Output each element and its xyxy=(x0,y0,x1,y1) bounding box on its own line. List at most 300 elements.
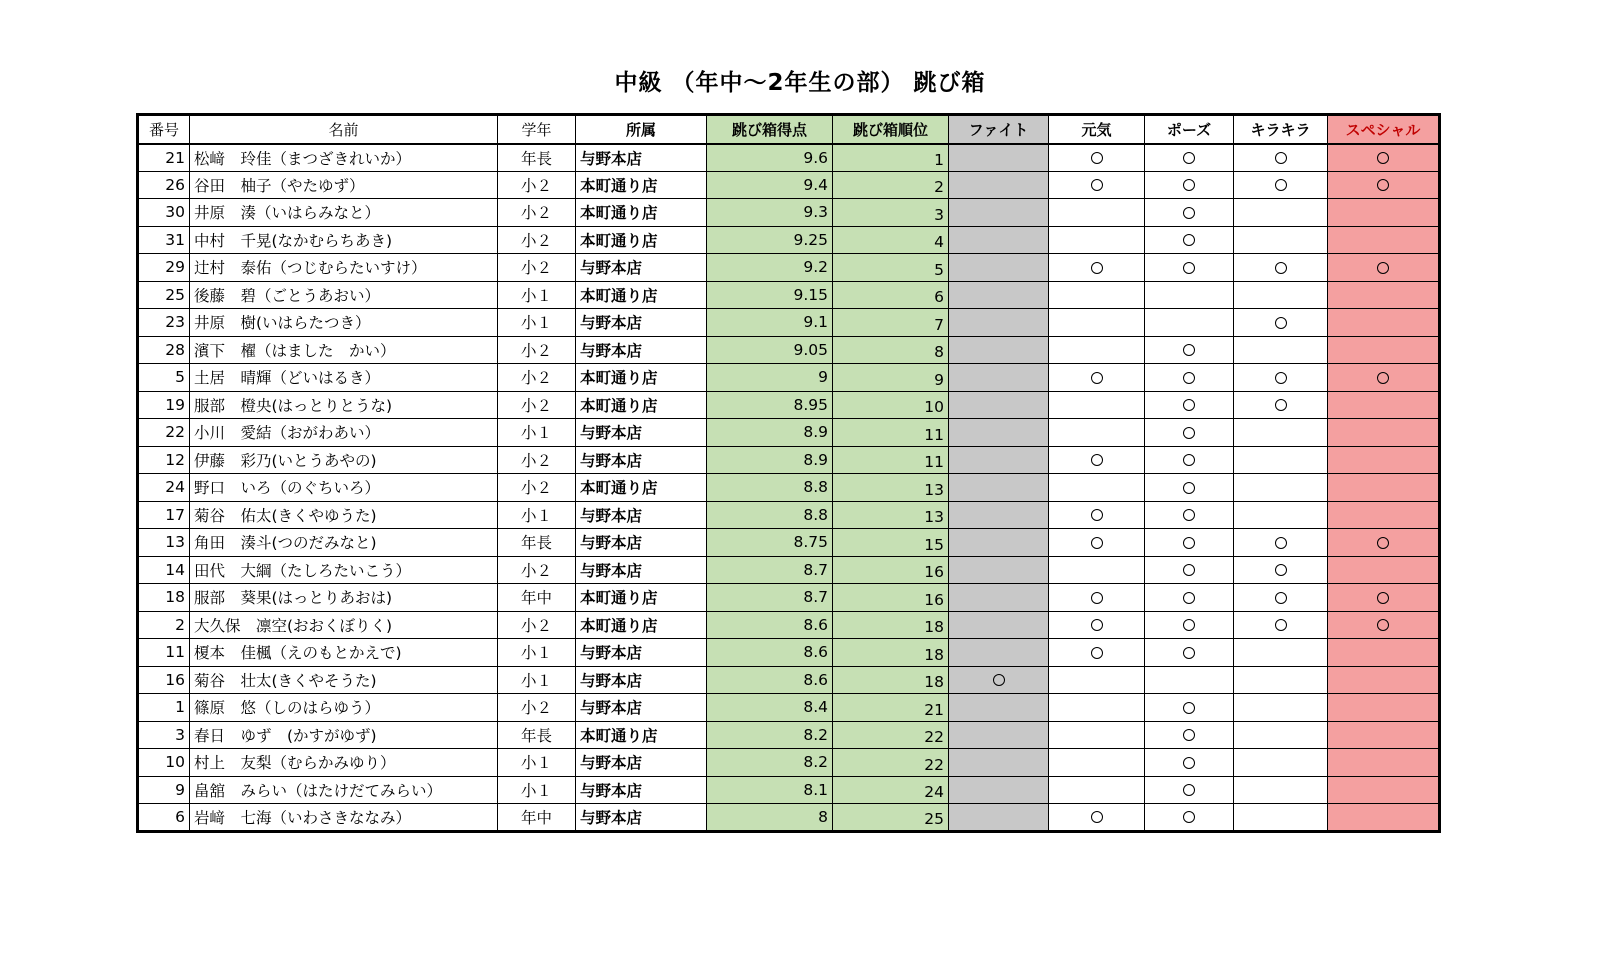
cell-name: 大久保 凛空(おおくぼりく) xyxy=(190,611,498,639)
circle-mark-icon xyxy=(1183,262,1195,274)
circle-mark-icon xyxy=(1183,564,1195,576)
circle-mark-icon xyxy=(1183,784,1195,796)
table-row xyxy=(138,171,1440,199)
circle-mark-icon xyxy=(1275,317,1287,329)
cell-rank: 24 xyxy=(833,776,949,804)
table-row xyxy=(138,254,1440,282)
cell-number: 29 xyxy=(138,254,190,282)
cell-name: 田代 大綱（たしろたいこう） xyxy=(190,556,498,584)
circle-mark-icon xyxy=(1183,454,1195,466)
circle-mark-icon xyxy=(1183,757,1195,769)
circle-mark-icon xyxy=(1091,811,1103,823)
cell-genki xyxy=(1049,584,1145,612)
table-row xyxy=(138,364,1440,392)
cell-store: 与野本店 xyxy=(576,144,707,172)
cell-grade: 小２ xyxy=(498,226,576,254)
cell-number: 22 xyxy=(138,419,190,447)
circle-mark-icon xyxy=(1183,207,1195,219)
cell-score: 9.6 xyxy=(707,144,833,172)
cell-genki xyxy=(1049,309,1145,337)
circle-mark-icon xyxy=(1377,372,1389,384)
cell-genki xyxy=(1049,199,1145,227)
circle-mark-icon xyxy=(1091,619,1103,631)
cell-score: 9.15 xyxy=(707,281,833,309)
cell-store: 与野本店 xyxy=(576,336,707,364)
cell-store: 本町通り店 xyxy=(576,474,707,502)
circle-mark-icon xyxy=(1377,179,1389,191)
cell-grade: 小１ xyxy=(498,419,576,447)
cell-rank: 22 xyxy=(833,749,949,777)
circle-mark-icon xyxy=(1275,179,1287,191)
col-header-special: スペシャル xyxy=(1328,115,1440,144)
cell-genki xyxy=(1049,804,1145,832)
cell-rank: 6 xyxy=(833,281,949,309)
cell-kira xyxy=(1234,391,1328,419)
cell-special xyxy=(1328,694,1440,722)
cell-number: 1 xyxy=(138,694,190,722)
table-row xyxy=(138,556,1440,584)
cell-grade: 小２ xyxy=(498,199,576,227)
table-row xyxy=(138,639,1440,667)
cell-special xyxy=(1328,254,1440,282)
cell-rank: 2 xyxy=(833,171,949,199)
cell-pose xyxy=(1145,666,1234,694)
cell-fight xyxy=(949,749,1049,777)
cell-pose xyxy=(1145,199,1234,227)
circle-mark-icon xyxy=(1377,592,1389,604)
cell-special xyxy=(1328,776,1440,804)
cell-store: 与野本店 xyxy=(576,804,707,832)
circle-mark-icon xyxy=(1183,702,1195,714)
cell-number: 21 xyxy=(138,144,190,172)
table-body xyxy=(138,144,1440,832)
cell-store: 与野本店 xyxy=(576,694,707,722)
cell-grade: 小２ xyxy=(498,336,576,364)
cell-special xyxy=(1328,391,1440,419)
circle-mark-icon xyxy=(1183,152,1195,164)
cell-rank: 16 xyxy=(833,556,949,584)
table-row xyxy=(138,336,1440,364)
cell-kira xyxy=(1234,254,1328,282)
cell-pose xyxy=(1145,391,1234,419)
cell-pose xyxy=(1145,639,1234,667)
cell-kira xyxy=(1234,281,1328,309)
cell-kira xyxy=(1234,419,1328,447)
cell-special xyxy=(1328,666,1440,694)
cell-fight xyxy=(949,199,1049,227)
circle-mark-icon xyxy=(1275,262,1287,274)
cell-number: 23 xyxy=(138,309,190,337)
cell-pose xyxy=(1145,254,1234,282)
cell-kira xyxy=(1234,749,1328,777)
cell-name: 菊谷 佑太(きくやゆうた) xyxy=(190,501,498,529)
cell-name: 井原 湊（いはらみなと） xyxy=(190,199,498,227)
cell-genki xyxy=(1049,446,1145,474)
results-table xyxy=(136,113,1441,833)
col-header-fight: ファイト xyxy=(949,115,1049,144)
table-row xyxy=(138,199,1440,227)
cell-rank: 21 xyxy=(833,694,949,722)
circle-mark-icon xyxy=(1091,537,1103,549)
cell-grade: 年長 xyxy=(498,721,576,749)
cell-special xyxy=(1328,529,1440,557)
cell-name: 小川 愛結（おがわあい） xyxy=(190,419,498,447)
cell-kira xyxy=(1234,584,1328,612)
cell-rank: 18 xyxy=(833,611,949,639)
cell-number: 9 xyxy=(138,776,190,804)
table-row xyxy=(138,501,1440,529)
col-header-num: 番号 xyxy=(138,115,190,144)
cell-number: 19 xyxy=(138,391,190,419)
cell-fight xyxy=(949,474,1049,502)
cell-number: 2 xyxy=(138,611,190,639)
cell-fight xyxy=(949,584,1049,612)
cell-kira xyxy=(1234,446,1328,474)
cell-genki xyxy=(1049,611,1145,639)
cell-name: 服部 葵果(はっとりあおは) xyxy=(190,584,498,612)
cell-grade: 小２ xyxy=(498,171,576,199)
cell-store: 本町通り店 xyxy=(576,281,707,309)
cell-name: 伊藤 彩乃(いとうあやの) xyxy=(190,446,498,474)
cell-fight xyxy=(949,611,1049,639)
circle-mark-icon xyxy=(1275,619,1287,631)
cell-pose xyxy=(1145,144,1234,172)
cell-kira xyxy=(1234,364,1328,392)
table-row xyxy=(138,144,1440,172)
circle-mark-icon xyxy=(1183,399,1195,411)
cell-rank: 3 xyxy=(833,199,949,227)
circle-mark-icon xyxy=(1091,152,1103,164)
cell-fight xyxy=(949,639,1049,667)
cell-grade: 小１ xyxy=(498,281,576,309)
cell-genki xyxy=(1049,226,1145,254)
cell-rank: 4 xyxy=(833,226,949,254)
col-header-kira: キラキラ xyxy=(1234,115,1328,144)
cell-genki xyxy=(1049,666,1145,694)
circle-mark-icon xyxy=(1183,647,1195,659)
cell-genki xyxy=(1049,556,1145,584)
cell-store: 本町通り店 xyxy=(576,171,707,199)
cell-special xyxy=(1328,474,1440,502)
cell-store: 本町通り店 xyxy=(576,611,707,639)
cell-fight xyxy=(949,529,1049,557)
circle-mark-icon xyxy=(1183,537,1195,549)
cell-genki xyxy=(1049,639,1145,667)
table-row xyxy=(138,419,1440,447)
cell-fight xyxy=(949,446,1049,474)
cell-number: 6 xyxy=(138,804,190,832)
cell-score: 8.1 xyxy=(707,776,833,804)
cell-genki xyxy=(1049,529,1145,557)
table-row xyxy=(138,474,1440,502)
cell-grade: 小２ xyxy=(498,391,576,419)
cell-number: 30 xyxy=(138,199,190,227)
cell-number: 3 xyxy=(138,721,190,749)
cell-name: 榎本 佳楓（えのもとかえで) xyxy=(190,639,498,667)
table-row xyxy=(138,721,1440,749)
cell-fight xyxy=(949,144,1049,172)
cell-grade: 年中 xyxy=(498,804,576,832)
cell-score: 9.2 xyxy=(707,254,833,282)
cell-score: 8 xyxy=(707,804,833,832)
cell-score: 8.8 xyxy=(707,474,833,502)
cell-store: 与野本店 xyxy=(576,749,707,777)
cell-special xyxy=(1328,639,1440,667)
cell-kira xyxy=(1234,474,1328,502)
cell-name: 濱下 櫂（はました かい） xyxy=(190,336,498,364)
cell-genki xyxy=(1049,364,1145,392)
cell-rank: 8 xyxy=(833,336,949,364)
circle-mark-icon xyxy=(1183,811,1195,823)
circle-mark-icon xyxy=(1275,564,1287,576)
cell-rank: 13 xyxy=(833,474,949,502)
circle-mark-icon xyxy=(993,674,1005,686)
cell-kira xyxy=(1234,721,1328,749)
cell-kira xyxy=(1234,171,1328,199)
circle-mark-icon xyxy=(1377,262,1389,274)
cell-genki xyxy=(1049,391,1145,419)
cell-score: 9.1 xyxy=(707,309,833,337)
cell-fight xyxy=(949,556,1049,584)
cell-kira xyxy=(1234,666,1328,694)
cell-special xyxy=(1328,721,1440,749)
cell-name: 土居 晴輝（どいはるき） xyxy=(190,364,498,392)
cell-pose xyxy=(1145,776,1234,804)
circle-mark-icon xyxy=(1377,152,1389,164)
cell-genki xyxy=(1049,419,1145,447)
cell-score: 8.9 xyxy=(707,419,833,447)
table-row xyxy=(138,446,1440,474)
cell-store: 本町通り店 xyxy=(576,721,707,749)
cell-genki xyxy=(1049,721,1145,749)
col-header-rank: 跳び箱順位 xyxy=(833,115,949,144)
table-row xyxy=(138,776,1440,804)
cell-pose xyxy=(1145,556,1234,584)
circle-mark-icon xyxy=(1183,509,1195,521)
cell-grade: 小１ xyxy=(498,666,576,694)
cell-rank: 9 xyxy=(833,364,949,392)
cell-special xyxy=(1328,611,1440,639)
cell-special xyxy=(1328,281,1440,309)
circle-mark-icon xyxy=(1275,372,1287,384)
cell-grade: 小２ xyxy=(498,364,576,392)
cell-kira xyxy=(1234,611,1328,639)
cell-fight xyxy=(949,666,1049,694)
cell-store: 与野本店 xyxy=(576,446,707,474)
cell-fight xyxy=(949,254,1049,282)
cell-store: 与野本店 xyxy=(576,556,707,584)
col-header-genki: 元気 xyxy=(1049,115,1145,144)
cell-fight xyxy=(949,281,1049,309)
cell-rank: 7 xyxy=(833,309,949,337)
cell-genki xyxy=(1049,281,1145,309)
table-row xyxy=(138,281,1440,309)
cell-grade: 小１ xyxy=(498,639,576,667)
cell-pose xyxy=(1145,336,1234,364)
cell-genki xyxy=(1049,254,1145,282)
cell-fight xyxy=(949,309,1049,337)
cell-name: 春日 ゆず (かすがゆず) xyxy=(190,721,498,749)
cell-name: 井原 樹(いはらたつき） xyxy=(190,309,498,337)
cell-name: 服部 橙央(はっとりとうな) xyxy=(190,391,498,419)
cell-grade: 小１ xyxy=(498,501,576,529)
col-header-store: 所属 xyxy=(576,115,707,144)
cell-number: 24 xyxy=(138,474,190,502)
circle-mark-icon xyxy=(1183,592,1195,604)
cell-store: 本町通り店 xyxy=(576,226,707,254)
cell-score: 8.6 xyxy=(707,666,833,694)
cell-special xyxy=(1328,309,1440,337)
page-title: 中級 （年中～2年生の部） 跳び箱 xyxy=(614,70,986,96)
cell-fight xyxy=(949,721,1049,749)
cell-score: 8.7 xyxy=(707,556,833,584)
table-row xyxy=(138,804,1440,832)
col-header-pose: ポーズ xyxy=(1145,115,1234,144)
cell-genki xyxy=(1049,776,1145,804)
cell-grade: 小２ xyxy=(498,254,576,282)
circle-mark-icon xyxy=(1275,592,1287,604)
cell-kira xyxy=(1234,529,1328,557)
cell-score: 8.2 xyxy=(707,721,833,749)
cell-kira xyxy=(1234,639,1328,667)
cell-pose xyxy=(1145,611,1234,639)
cell-number: 28 xyxy=(138,336,190,364)
cell-rank: 13 xyxy=(833,501,949,529)
cell-genki xyxy=(1049,171,1145,199)
cell-store: 本町通り店 xyxy=(576,584,707,612)
cell-special xyxy=(1328,749,1440,777)
cell-kira xyxy=(1234,309,1328,337)
cell-name: 畠舘 みらい（はたけだてみらい） xyxy=(190,776,498,804)
cell-pose xyxy=(1145,529,1234,557)
cell-number: 10 xyxy=(138,749,190,777)
cell-number: 11 xyxy=(138,639,190,667)
cell-grade: 小２ xyxy=(498,611,576,639)
cell-score: 8.7 xyxy=(707,584,833,612)
cell-special xyxy=(1328,171,1440,199)
cell-rank: 5 xyxy=(833,254,949,282)
table-row xyxy=(138,529,1440,557)
circle-mark-icon xyxy=(1091,262,1103,274)
cell-score: 8.75 xyxy=(707,529,833,557)
circle-mark-icon xyxy=(1275,399,1287,411)
circle-mark-icon xyxy=(1183,344,1195,356)
table-row xyxy=(138,226,1440,254)
circle-mark-icon xyxy=(1183,619,1195,631)
cell-name: 角田 湊斗(つのだみなと) xyxy=(190,529,498,557)
cell-score: 9.25 xyxy=(707,226,833,254)
cell-pose xyxy=(1145,446,1234,474)
cell-store: 与野本店 xyxy=(576,254,707,282)
cell-pose xyxy=(1145,584,1234,612)
cell-fight xyxy=(949,336,1049,364)
cell-grade: 小２ xyxy=(498,474,576,502)
circle-mark-icon xyxy=(1091,179,1103,191)
cell-score: 8.2 xyxy=(707,749,833,777)
cell-number: 18 xyxy=(138,584,190,612)
cell-pose xyxy=(1145,501,1234,529)
table-row xyxy=(138,391,1440,419)
cell-number: 17 xyxy=(138,501,190,529)
cell-grade: 年中 xyxy=(498,584,576,612)
cell-grade: 年長 xyxy=(498,144,576,172)
cell-number: 14 xyxy=(138,556,190,584)
cell-special xyxy=(1328,419,1440,447)
cell-store: 本町通り店 xyxy=(576,199,707,227)
cell-kira xyxy=(1234,336,1328,364)
cell-number: 26 xyxy=(138,171,190,199)
cell-rank: 18 xyxy=(833,639,949,667)
cell-kira xyxy=(1234,776,1328,804)
cell-rank: 16 xyxy=(833,584,949,612)
cell-kira xyxy=(1234,694,1328,722)
cell-kira xyxy=(1234,501,1328,529)
cell-name: 松﨑 玲佳（まつざきれいか） xyxy=(190,144,498,172)
cell-pose xyxy=(1145,226,1234,254)
cell-special xyxy=(1328,501,1440,529)
cell-fight xyxy=(949,364,1049,392)
col-header-grade: 学年 xyxy=(498,115,576,144)
cell-grade: 小１ xyxy=(498,749,576,777)
cell-name: 谷田 柚子（やたゆず） xyxy=(190,171,498,199)
circle-mark-icon xyxy=(1183,427,1195,439)
cell-grade: 小１ xyxy=(498,309,576,337)
cell-fight xyxy=(949,391,1049,419)
cell-rank: 25 xyxy=(833,804,949,832)
circle-mark-icon xyxy=(1091,372,1103,384)
cell-genki xyxy=(1049,501,1145,529)
table-row xyxy=(138,584,1440,612)
cell-kira xyxy=(1234,199,1328,227)
table-row xyxy=(138,694,1440,722)
cell-pose xyxy=(1145,694,1234,722)
cell-score: 8.9 xyxy=(707,446,833,474)
circle-mark-icon xyxy=(1183,729,1195,741)
cell-score: 8.6 xyxy=(707,611,833,639)
cell-name: 岩﨑 七海（いわさきななみ） xyxy=(190,804,498,832)
circle-mark-icon xyxy=(1275,537,1287,549)
cell-pose xyxy=(1145,171,1234,199)
cell-pose xyxy=(1145,364,1234,392)
table-row xyxy=(138,309,1440,337)
cell-score: 9.05 xyxy=(707,336,833,364)
cell-kira xyxy=(1234,804,1328,832)
cell-score: 8.6 xyxy=(707,639,833,667)
cell-score: 9.3 xyxy=(707,199,833,227)
cell-pose xyxy=(1145,419,1234,447)
cell-rank: 18 xyxy=(833,666,949,694)
cell-special xyxy=(1328,556,1440,584)
cell-grade: 小２ xyxy=(498,694,576,722)
table-row xyxy=(138,666,1440,694)
cell-grade: 小２ xyxy=(498,446,576,474)
cell-genki xyxy=(1049,336,1145,364)
cell-number: 16 xyxy=(138,666,190,694)
cell-kira xyxy=(1234,226,1328,254)
cell-store: 与野本店 xyxy=(576,309,707,337)
cell-pose xyxy=(1145,749,1234,777)
cell-score: 8.8 xyxy=(707,501,833,529)
cell-rank: 1 xyxy=(833,144,949,172)
cell-score: 9.4 xyxy=(707,171,833,199)
table-row xyxy=(138,611,1440,639)
cell-name: 辻村 泰佑（つじむらたいすけ） xyxy=(190,254,498,282)
cell-fight xyxy=(949,501,1049,529)
cell-store: 与野本店 xyxy=(576,639,707,667)
header-row xyxy=(138,115,1440,144)
cell-fight xyxy=(949,694,1049,722)
cell-name: 篠原 悠（しのはらゆう） xyxy=(190,694,498,722)
